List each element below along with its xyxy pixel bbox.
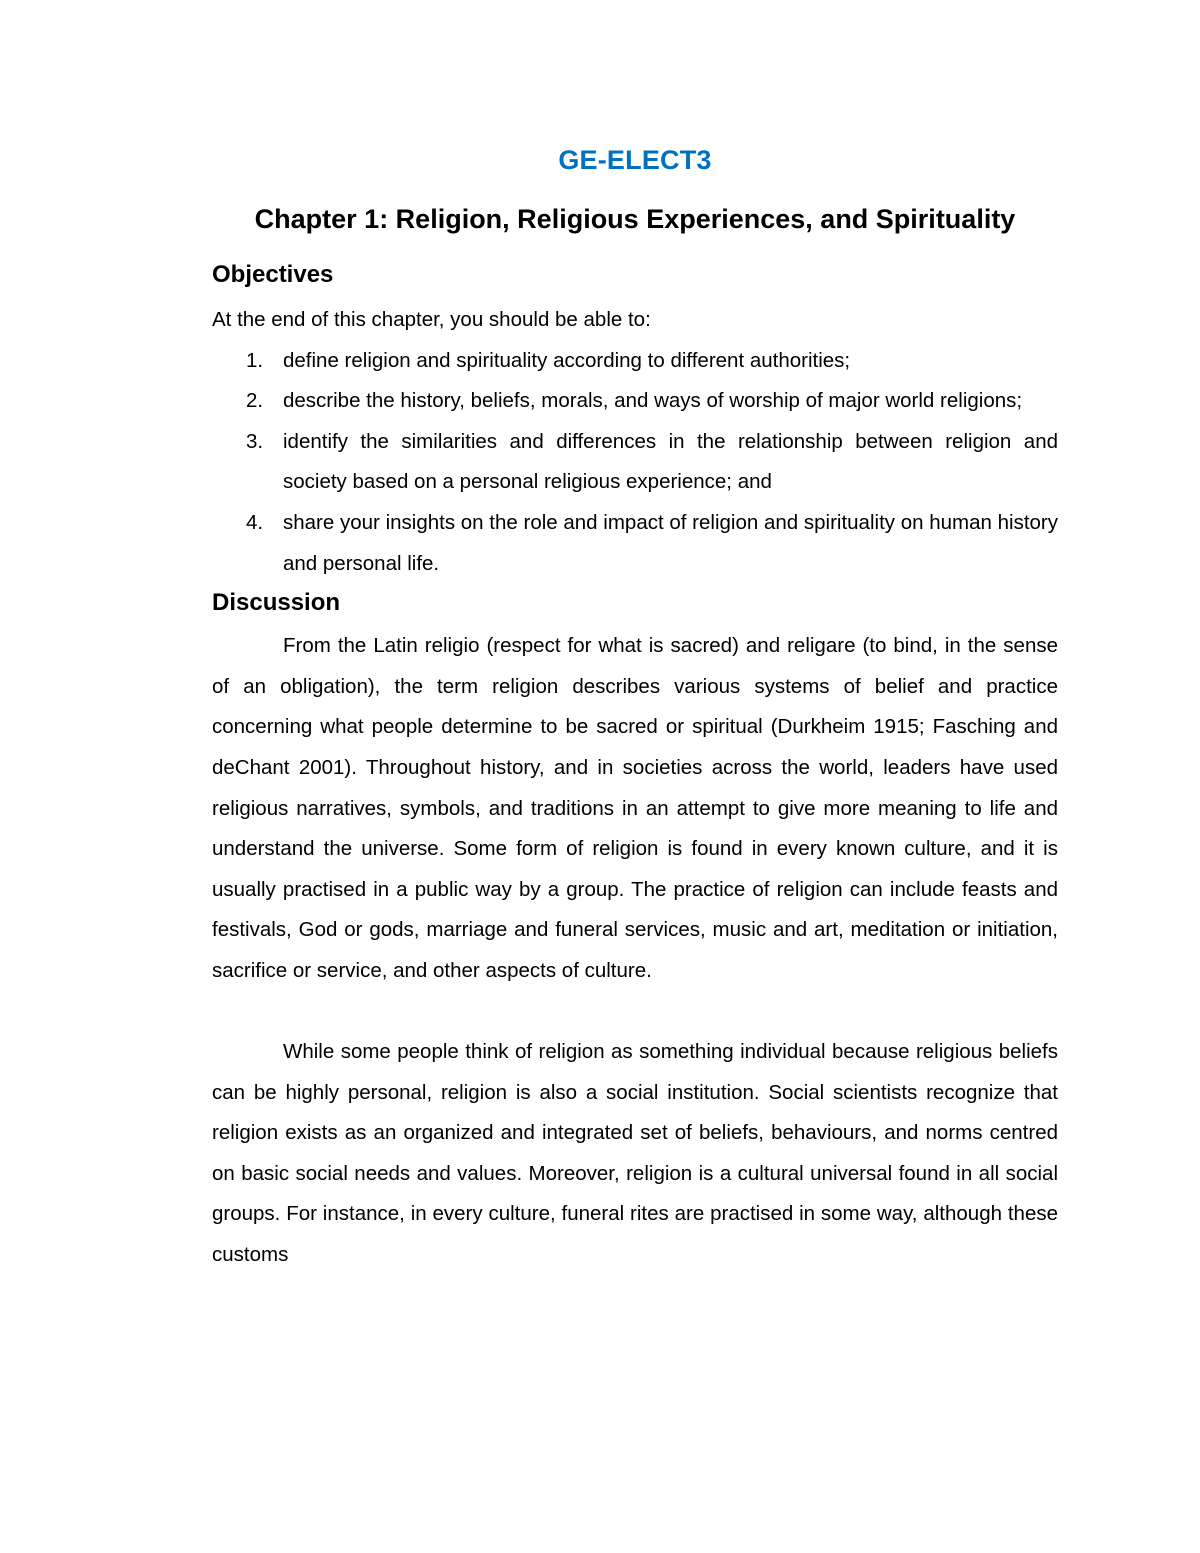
discussion-paragraph: While some people think of religion as something individual because religious beliefs can be highly personal, religion is also a social institution. Social scientists recognize that religion exists as an organized and integrated set of beliefs, behaviours, and norms centred on basic social needs and values. Moreover, religion is a cultural universal found in all social groups. For instance, in every culture, funeral rites are practised in some way, although these customs	[212, 1040, 1058, 1267]
discussion-paragraph: From the Latin religio (respect for what is sacred) and religare (to bind, in the sense of an obligation), the term religion describes various systems of belief and practice concerning what people determine to be sacred or spiritual (Durkheim 1915; Fasching and deChant 2001). Throughout history, and in societies across the world, leaders have used religious narratives, symbols, and traditions in an attempt to give more meaning to life and understand the universe. Some form of religion is found in every known culture, and it is usually practised in a public way by a group. The practice of religion can include feasts and festivals, God or gods, marriage and funeral services, music and art, meditation or initiation, sacrifice or service, and other aspects of culture.	[212, 634, 1058, 982]
chapter-title: Chapter 1: Religion, Religious Experiences, and Spirituality	[254, 204, 1016, 234]
objective-number: 1.	[246, 348, 264, 372]
objective-text: describe the history, beliefs, morals, and ways of worship of major world religions;	[283, 389, 1023, 413]
objective-text: define religion and spirituality according to different authorities;	[283, 348, 851, 372]
page-content	[212, 138, 1058, 1276]
objectives-heading: Objectives	[212, 261, 334, 288]
objective-item	[212, 422, 1058, 503]
objective-item	[212, 341, 1058, 382]
discussion-heading: Discussion	[212, 589, 341, 617]
objective-text: identify the similarities and differences in the relationship between religion and society based on a personal religious experience; and	[283, 429, 1058, 494]
objectives-intro: At the end of this chapter, you should be able to:	[212, 308, 651, 331]
objective-number: 2.	[246, 389, 264, 413]
objective-text: share your insights on the role and impact of religion and spirituality on human history and personal life.	[283, 510, 1058, 575]
objective-number: 3.	[246, 429, 264, 453]
course-code: GE-ELECT3	[558, 145, 712, 175]
objective-item	[212, 381, 1058, 422]
paragraph-spacer	[212, 992, 1058, 1033]
objective-item	[212, 503, 1058, 584]
objective-number: 4.	[246, 510, 264, 534]
objectives-list	[212, 341, 1058, 585]
